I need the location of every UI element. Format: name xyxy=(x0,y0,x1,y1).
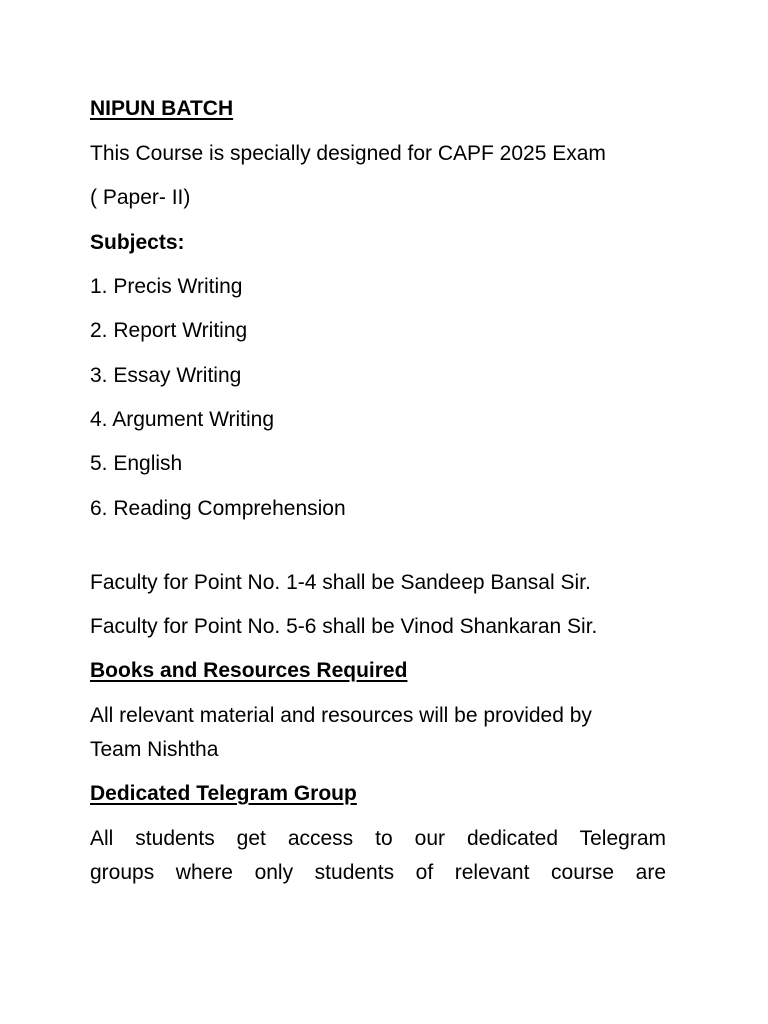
subjects-heading: Subjects: xyxy=(90,231,185,254)
document-title: NIPUN BATCH xyxy=(90,97,234,120)
paper-label: ( Paper- II) xyxy=(90,186,191,209)
telegram-heading: Dedicated Telegram Group xyxy=(90,782,357,805)
telegram-text-line: groups where only students of relevant course are xyxy=(90,861,666,884)
books-heading: Books and Resources Required xyxy=(90,659,408,682)
subject-item: 3. Essay Writing xyxy=(90,364,242,387)
subject-item: 4. Argument Writing xyxy=(90,408,275,431)
faculty-line: Faculty for Point No. 5-6 shall be Vinod Shankaran Sir. xyxy=(90,615,598,638)
books-text-line: Team Nishtha xyxy=(90,738,219,761)
subject-item: 5. English xyxy=(90,452,183,475)
telegram-text-line: All students get access to our dedicated Telegram xyxy=(90,827,666,850)
subject-item: 6. Reading Comprehension xyxy=(90,497,346,520)
subject-item: 1. Precis Writing xyxy=(90,275,243,298)
faculty-line: Faculty for Point No. 1-4 shall be Sandeep Bansal Sir. xyxy=(90,571,591,594)
books-text-line: All relevant material and resources will be provided by xyxy=(90,704,592,727)
course-intro: This Course is specially designed for CAPF 2025 Exam xyxy=(90,142,606,165)
subject-item: 2. Report Writing xyxy=(90,319,248,342)
